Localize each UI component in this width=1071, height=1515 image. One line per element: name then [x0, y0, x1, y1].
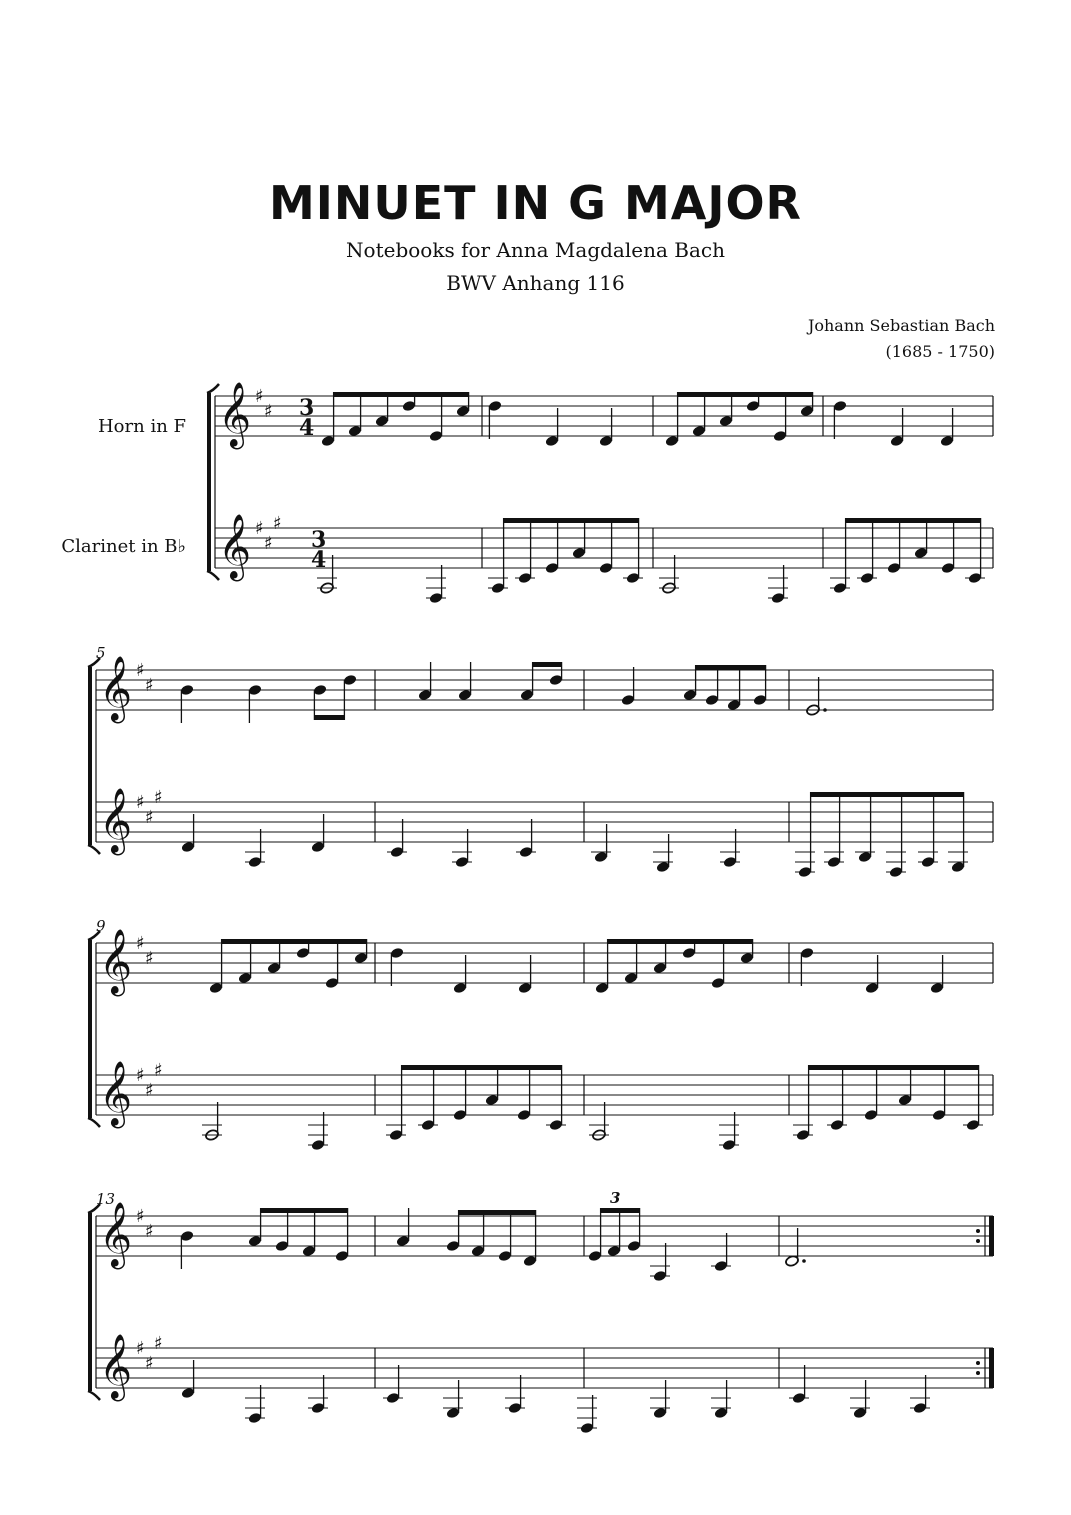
score-subtitle: Notebooks for Anna Magdalena Bach — [346, 238, 725, 262]
beam — [334, 392, 469, 397]
beam — [222, 939, 367, 944]
treble-clef: 𝄞 — [99, 1061, 133, 1126]
instrument-label-clarinet: Clarinet in B♭ — [61, 536, 186, 557]
treble-clef: 𝄞 — [99, 656, 133, 721]
system-bracket — [88, 667, 92, 845]
sharp-sign: ♯ — [273, 513, 282, 534]
sharp-sign: ♯ — [145, 1353, 154, 1374]
sharp-sign: ♯ — [145, 948, 154, 969]
time-signature-upper: 3 — [299, 395, 315, 421]
beam — [504, 518, 639, 523]
time-signature-upper: 3 — [311, 527, 327, 553]
score-title: MINUET IN G MAJOR — [269, 176, 802, 230]
final-barline-thick — [989, 1216, 994, 1256]
catalog-number: BWV Anhang 116 — [446, 271, 625, 295]
beam — [533, 662, 562, 667]
composer-name: Johann Sebastian Bach — [807, 316, 995, 335]
sharp-sign: ♯ — [136, 1338, 145, 1359]
system-bracket — [88, 940, 92, 1118]
measure-number: 5 — [96, 644, 106, 662]
system-bracket — [88, 1213, 92, 1391]
treble-clef: 𝄞 — [99, 1202, 133, 1267]
sharp-sign: ♯ — [136, 660, 145, 681]
augmentation-dot — [823, 708, 827, 712]
sharp-sign: ♯ — [154, 1333, 163, 1354]
beam — [811, 792, 964, 797]
sharp-sign: ♯ — [264, 533, 273, 554]
sharp-sign: ♯ — [136, 1206, 145, 1227]
treble-clef: 𝄞 — [99, 929, 133, 994]
beam — [402, 1065, 562, 1070]
sharp-sign: ♯ — [145, 1080, 154, 1101]
beam — [601, 1208, 640, 1213]
beam — [846, 518, 981, 523]
sharp-sign: ♯ — [145, 1221, 154, 1242]
measure-number: 13 — [96, 1190, 116, 1208]
time-signature-lower: 4 — [311, 547, 327, 573]
sharp-sign: ♯ — [136, 933, 145, 954]
beam — [314, 715, 344, 720]
repeat-dot — [976, 1371, 980, 1375]
sharp-sign: ♯ — [145, 807, 154, 828]
beam — [678, 392, 813, 397]
augmentation-dot — [802, 1259, 806, 1263]
treble-clef: 𝄞 — [99, 788, 133, 853]
system-bracket — [207, 393, 211, 571]
final-barline-thick — [989, 1348, 994, 1388]
sharp-sign: ♯ — [145, 675, 154, 696]
beam — [261, 1208, 348, 1213]
repeat-dot — [976, 1239, 980, 1243]
treble-clef: 𝄞 — [99, 1334, 133, 1399]
sharp-sign: ♯ — [255, 386, 264, 407]
instrument-label-horn: Horn in F — [97, 416, 186, 437]
sharp-sign: ♯ — [154, 1060, 163, 1081]
sharp-sign: ♯ — [154, 787, 163, 808]
beam — [696, 665, 766, 670]
measure-number: 9 — [96, 917, 106, 935]
repeat-dot — [976, 1229, 980, 1233]
beam — [809, 1065, 979, 1070]
sharp-sign: ♯ — [255, 518, 264, 539]
beam — [459, 1210, 536, 1215]
tuplet-number: 3 — [610, 1189, 621, 1207]
sharp-sign: ♯ — [264, 401, 273, 422]
repeat-dot — [976, 1361, 980, 1365]
sharp-sign: ♯ — [136, 1065, 145, 1086]
beam — [608, 939, 753, 944]
treble-clef: 𝄞 — [218, 382, 252, 447]
sharp-sign: ♯ — [136, 792, 145, 813]
time-signature-lower: 4 — [299, 415, 315, 441]
treble-clef: 𝄞 — [218, 514, 252, 579]
composer-dates: (1685 - 1750) — [885, 342, 995, 361]
